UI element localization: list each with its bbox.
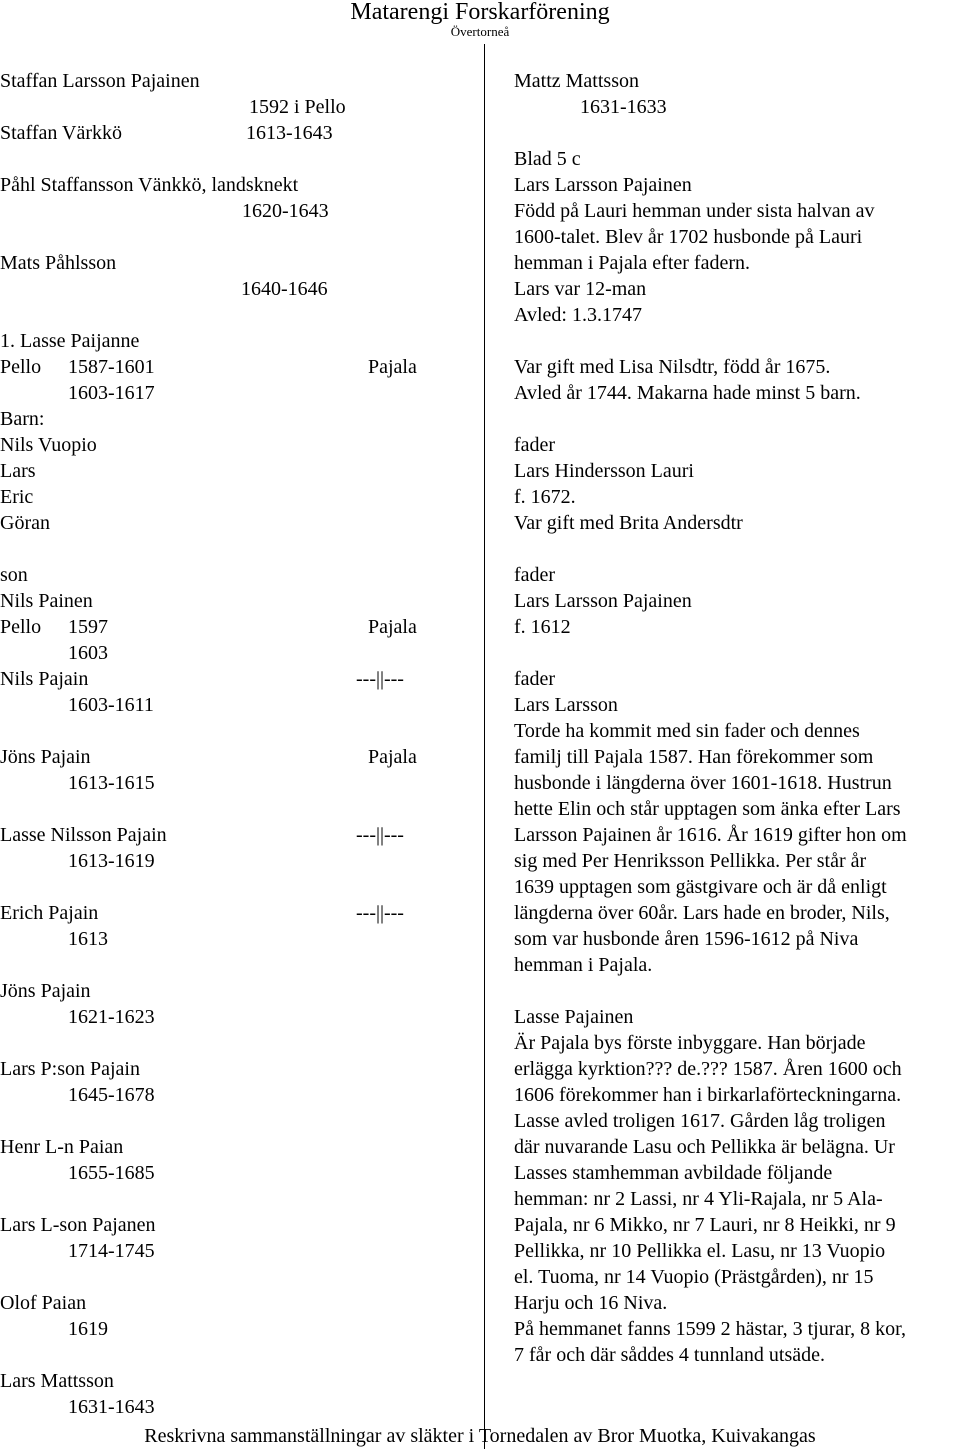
- note-line: hemman: nr 2 Lassi, nr 4 Yli-Rajala, nr 5 Ala-: [514, 1188, 883, 1210]
- note-line: sig med Per Henriksson Pellikka. Per står år: [514, 850, 867, 872]
- note-line: 1606 förekommer han i birkarlaförteckningarna.: [514, 1084, 902, 1106]
- place-label: Pello: [0, 356, 42, 378]
- section-label: Barn:: [0, 408, 45, 430]
- note-line: Är Pajala bys förste inbyggare. Han började: [514, 1032, 866, 1054]
- note-line: som var husbonde åren 1596-1612 på Niva: [514, 928, 859, 950]
- genealogy-date: 1587-1601: [68, 356, 155, 378]
- section-label: son: [0, 564, 28, 586]
- genealogy-date: 1613-1615: [68, 772, 155, 794]
- note-line: hette Elin och står upptagen som änka efter Lars: [514, 798, 901, 820]
- place-label: Pajala: [368, 746, 417, 768]
- note-line: längderna över 60år. Lars hade en broder, Nils,: [514, 902, 890, 924]
- genealogy-date: 1621-1623: [68, 1006, 155, 1028]
- genealogy-entry: Nils Pajain: [0, 668, 89, 690]
- genealogy-date: 1613: [68, 928, 108, 950]
- genealogy-entry: Henr L-n Paian: [0, 1136, 124, 1158]
- note-line: På hemmanet fanns 1599 2 hästar, 3 tjurar, 8 kor,: [514, 1318, 906, 1340]
- genealogy-entry: Lars P:son Pajain: [0, 1058, 140, 1080]
- note-line: Avled: 1.3.1747: [514, 304, 642, 326]
- note-line: fader: [514, 668, 556, 690]
- note-line: hemman i Pajala efter fadern.: [514, 252, 750, 274]
- note-line: där nuvarande Lasu och Pellikka är belägna. Ur: [514, 1136, 895, 1158]
- place-label: Pajala: [368, 616, 417, 638]
- genealogy-entry: Lars Mattsson: [0, 1370, 114, 1392]
- genealogy-entry: Jöns Pajain: [0, 980, 91, 1002]
- genealogy-date: 1620-1643: [242, 200, 329, 222]
- note-line: husbonde i längderna över 1601-1618. Hustrun: [514, 772, 892, 794]
- note-line: fader: [514, 564, 556, 586]
- note-line: Lasses stamhemman avbildade följande: [514, 1162, 833, 1184]
- child-name: Eric: [0, 486, 34, 508]
- genealogy-date: 1645-1678: [68, 1084, 155, 1106]
- note-line: Lasse Pajainen: [514, 1006, 634, 1028]
- note-line: 1600-talet. Blev år 1702 husbonde på Lauri: [514, 226, 863, 248]
- genealogy-entry: Staffan Värkkö: [0, 122, 123, 144]
- genealogy-date: 1603-1617: [68, 382, 155, 404]
- ditto-mark: ---||---: [356, 902, 404, 924]
- genealogy-entry: Staffan Larsson Pajainen: [0, 70, 200, 92]
- genealogy-date: 1592 i Pello: [249, 96, 346, 118]
- note-line: 1631-1633: [580, 96, 667, 118]
- note-line: f. 1612: [514, 616, 571, 638]
- note-line: Pajala, nr 6 Mikko, nr 7 Lauri, nr 8 Heikki, nr 9: [514, 1214, 896, 1236]
- note-line: erlägga kyrktion??? de.??? 1587. Åren 1600 och: [514, 1058, 902, 1080]
- child-name: Lars: [0, 460, 36, 482]
- child-name: Göran: [0, 512, 50, 534]
- note-line: Mattz Mattsson: [514, 70, 639, 92]
- genealogy-date: 1655-1685: [68, 1162, 155, 1184]
- genealogy-entry: Erich Pajain: [0, 902, 99, 924]
- genealogy-date: 1603: [68, 642, 108, 664]
- genealogy-entry: Jöns Pajain: [0, 746, 91, 768]
- genealogy-entry: Mats Påhlsson: [0, 252, 117, 274]
- note-line: Var gift med Brita Andersdtr: [514, 512, 743, 534]
- note-line: fader: [514, 434, 556, 456]
- note-line: 1639 upptagen som gästgivare och är då enligt: [514, 876, 887, 898]
- document-title: Matarengi Forskarförening: [350, 0, 610, 25]
- note-line: Harju och 16 Niva.: [514, 1292, 668, 1314]
- genealogy-entry: Nils Painen: [0, 590, 93, 612]
- ditto-mark: ---||---: [356, 668, 404, 690]
- note-line: f. 1672.: [514, 486, 576, 508]
- note-line: Lars Larsson Pajainen: [514, 174, 692, 196]
- note-line: Blad 5 c: [514, 148, 581, 170]
- note-line: Var gift med Lisa Nilsdtr, född år 1675.: [514, 356, 831, 378]
- genealogy-entry: Lasse Nilsson Pajain: [0, 824, 167, 846]
- genealogy-date: 1631-1643: [68, 1396, 155, 1418]
- note-line: Lasse avled troligen 1617. Gården låg troligen: [514, 1110, 886, 1132]
- child-name: Nils Vuopio: [0, 434, 97, 456]
- genealogy-entry: Lars L-son Pajanen: [0, 1214, 156, 1236]
- note-line: el. Tuoma, nr 14 Vuopio (Prästgården), nr 15: [514, 1266, 874, 1288]
- note-line: Lars Hindersson Lauri: [514, 460, 694, 482]
- note-line: Larsson Pajainen år 1616. År 1619 gifter hon om: [514, 824, 907, 846]
- page-footer: Reskrivna sammanställningar av släkter i Tornedalen av Bror Muotka, Kuivakangas: [144, 1425, 816, 1447]
- place-label: Pello: [0, 616, 42, 638]
- genealogy-date: 1613-1619: [68, 850, 155, 872]
- ditto-mark: ---||---: [356, 824, 404, 846]
- genealogy-date: 1640-1646: [241, 278, 328, 300]
- note-line: Lars var 12-man: [514, 278, 647, 300]
- note-line: Född på Lauri hemman under sista halvan av: [514, 200, 875, 222]
- note-line: Torde ha kommit med sin fader och dennes: [514, 720, 860, 742]
- genealogy-entry: 1. Lasse Paijanne: [0, 330, 140, 352]
- note-line: hemman i Pajala.: [514, 954, 653, 976]
- place-label: Pajala: [368, 356, 417, 378]
- genealogy-date: 1619: [68, 1318, 108, 1340]
- note-line: Avled år 1744. Makarna hade minst 5 barn.: [514, 382, 861, 404]
- note-line: Lars Larsson Pajainen: [514, 590, 692, 612]
- note-line: familj till Pajala 1587. Han förekommer som: [514, 746, 874, 768]
- note-line: Pellikka, nr 10 Pellikka el. Lasu, nr 13 Vuopio: [514, 1240, 886, 1262]
- genealogy-date: 1714-1745: [68, 1240, 155, 1262]
- genealogy-date: 1603-1611: [68, 694, 154, 716]
- genealogy-entry: Påhl Staffansson Vänkkö, landsknekt: [0, 174, 299, 196]
- genealogy-date: 1597: [68, 616, 108, 638]
- genealogy-entry: Olof Paian: [0, 1292, 87, 1314]
- note-line: 7 får och där såddes 4 tunnland utsäde.: [514, 1344, 826, 1366]
- genealogy-date: 1613-1643: [246, 122, 333, 144]
- note-line: Lars Larsson: [514, 694, 618, 716]
- column-divider: [484, 44, 485, 1449]
- document-subtitle: Övertorneå: [450, 24, 510, 39]
